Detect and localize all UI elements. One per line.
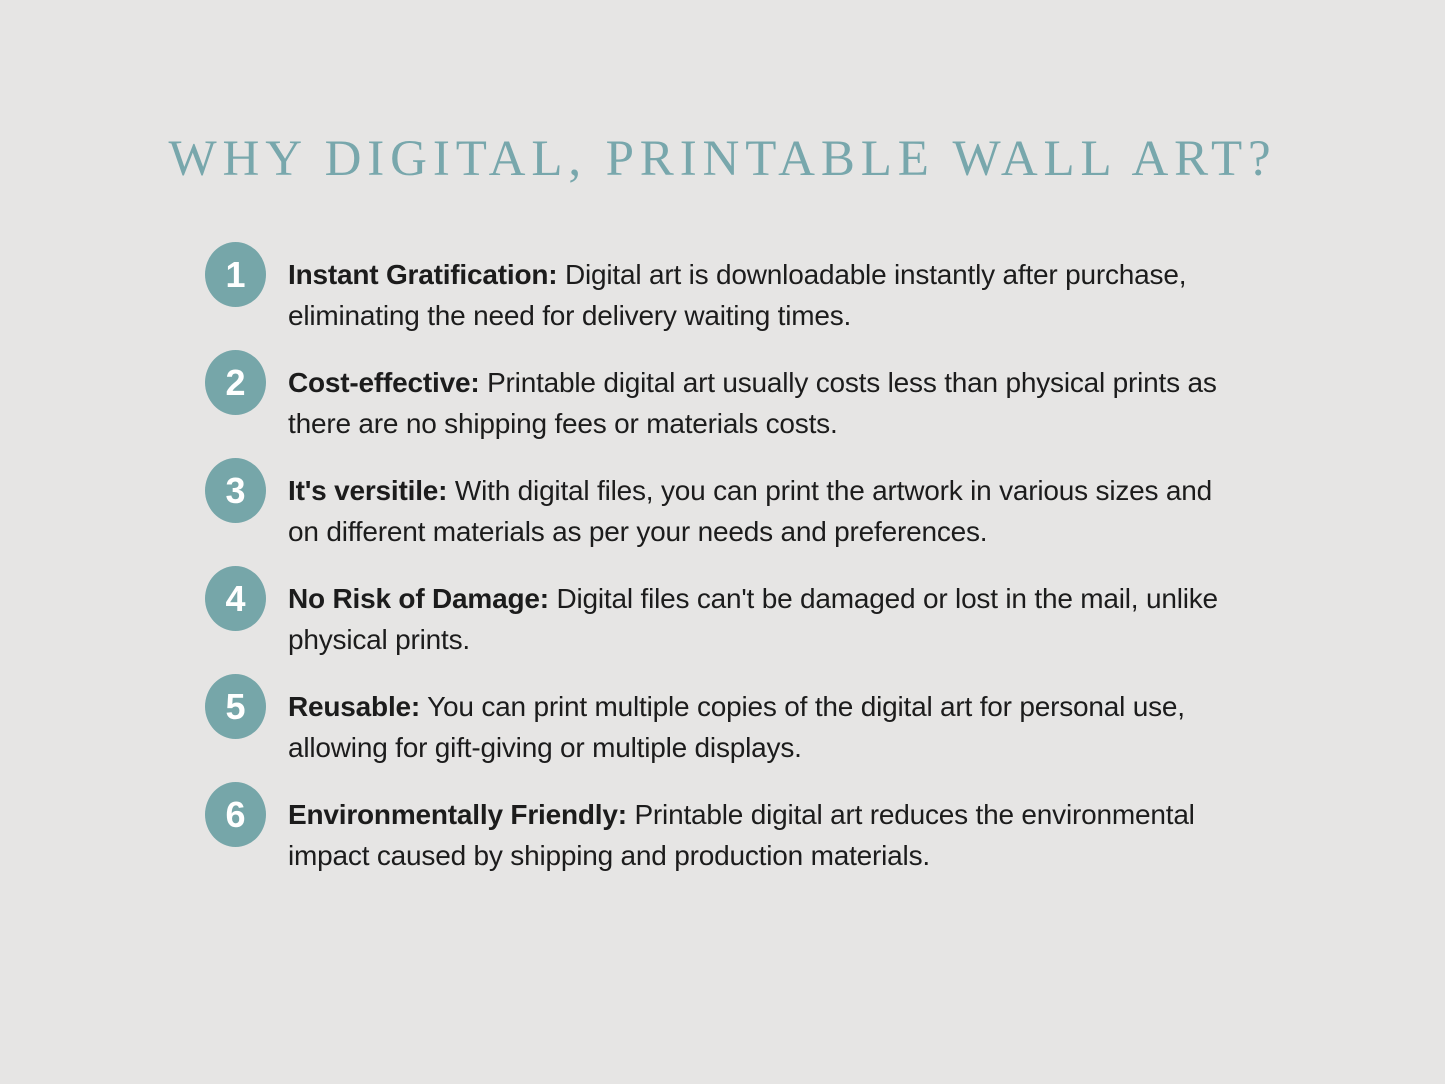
item-text xyxy=(288,794,1223,876)
page-title: WHY DIGITAL, PRINTABLE WALL ART? xyxy=(168,131,1277,187)
item-lead: It's versitile: xyxy=(288,475,448,506)
item-number-badge: 6 xyxy=(205,782,266,847)
item-lead: No Risk of Damage: xyxy=(288,583,549,614)
item-number-badge: 1 xyxy=(205,242,266,307)
item-number-badge: 2 xyxy=(205,350,266,415)
item-body: You can print multiple copies of the digital art for personal use, allowing for gift-giving or multiple displays. xyxy=(288,691,1185,763)
list-item xyxy=(205,578,1445,660)
item-text xyxy=(288,686,1223,768)
list-item xyxy=(205,470,1445,552)
item-body: Printable digital art reduces the environmental impact caused by shipping and production materials. xyxy=(288,799,1195,871)
benefits-list xyxy=(0,254,1445,876)
item-text xyxy=(288,254,1223,336)
item-lead: Cost-effective: xyxy=(288,367,480,398)
item-body: Printable digital art usually costs less than physical prints as there are no shipping fees or materials costs. xyxy=(288,367,1217,439)
item-text xyxy=(288,578,1223,660)
item-body: Digital files can't be damaged or lost in the mail, unlike physical prints. xyxy=(288,583,1218,655)
item-body: With digital files, you can print the artwork in various sizes and on different materials as per your needs and preferences. xyxy=(288,475,1213,547)
item-body: Digital art is downloadable instantly after purchase, eliminating the need for delivery waiting times. xyxy=(288,259,1187,331)
item-lead: Instant Gratification: xyxy=(288,259,558,290)
list-item xyxy=(205,686,1445,768)
item-number-badge: 4 xyxy=(205,566,266,631)
item-number-badge: 5 xyxy=(205,674,266,739)
item-text xyxy=(288,470,1223,552)
list-item xyxy=(205,794,1445,876)
item-text xyxy=(288,362,1223,444)
list-item xyxy=(205,362,1445,444)
item-lead: Reusable: xyxy=(288,691,421,722)
item-lead: Environmentally Friendly: xyxy=(288,799,627,830)
list-item xyxy=(205,254,1445,336)
item-number-badge: 3 xyxy=(205,458,266,523)
